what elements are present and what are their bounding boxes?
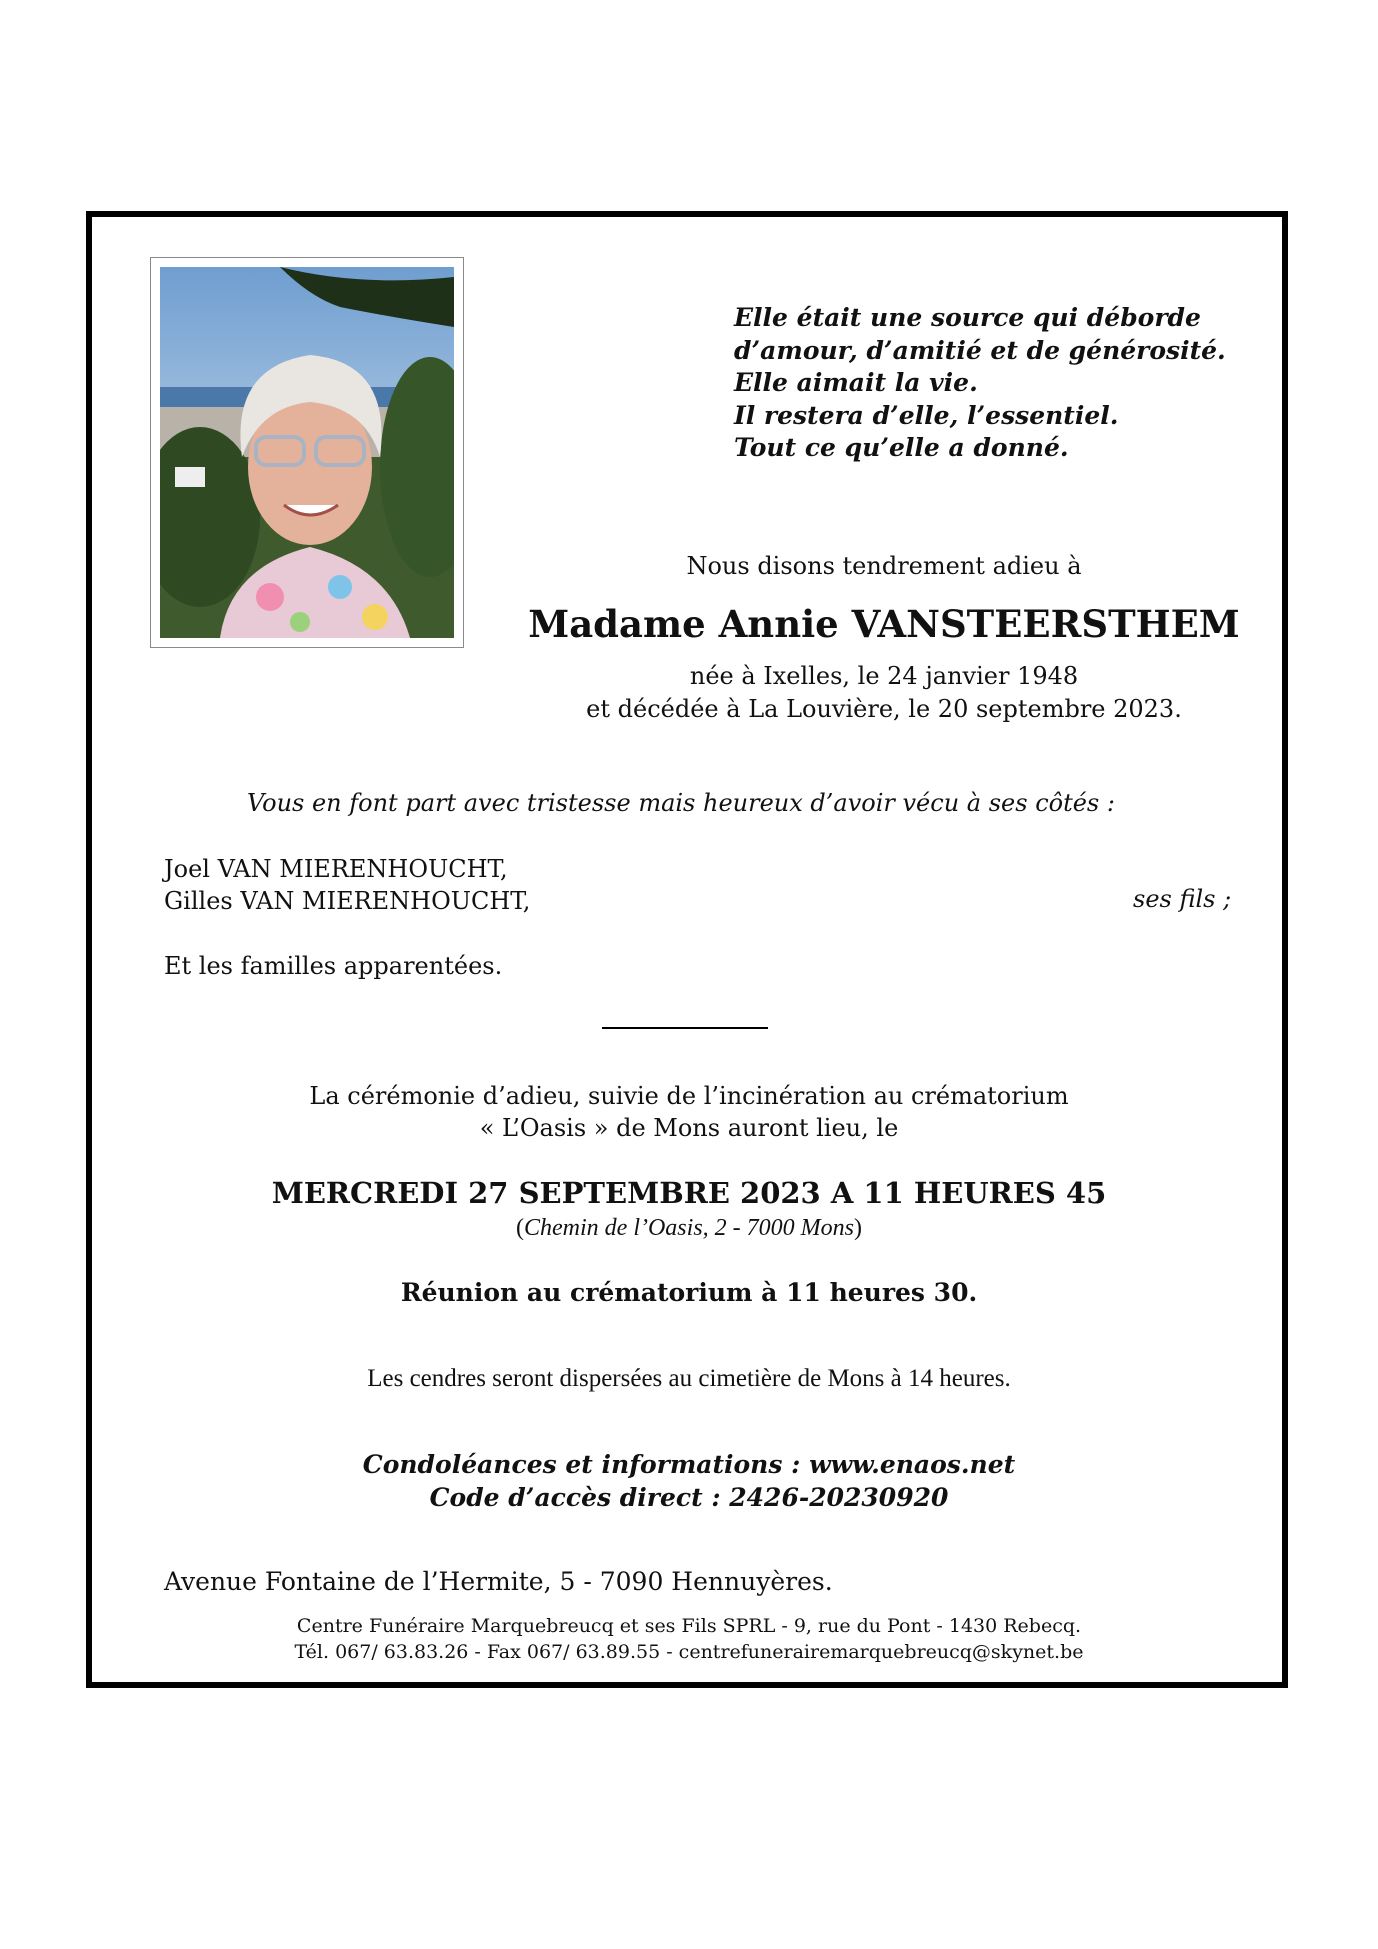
birth-line: née à Ixelles, le 24 janvier 1948 <box>689 662 1079 690</box>
portrait-image <box>160 267 454 638</box>
condolences-info <box>0 1448 1378 1514</box>
portrait-photo <box>150 257 464 648</box>
ceremony-line: « L’Oasis » de Mons auront lieu, le <box>479 1114 899 1142</box>
poem-line: Elle aimait la vie. <box>734 368 978 397</box>
families-line: Et les familles apparentées. <box>164 952 503 980</box>
ashes-info: Les cendres seront dispersées au cimetière de Mons à 14 heures. <box>367 1365 1011 1392</box>
deceased-name: Madame Annie VANSTEERSTHEM <box>528 602 1240 646</box>
place-close-paren: ) <box>853 1215 862 1241</box>
announcement-text: Vous en font part avec tristesse mais heureux d’avoir vécu à ses côtés : <box>247 789 1115 817</box>
meeting-time: Réunion au crématorium à 11 heures 30. <box>400 1278 978 1307</box>
ceremony-place <box>0 1215 1378 1242</box>
ceremony-datetime: MERCREDI 27 SEPTEMBRE 2023 A 11 HEURES 45 <box>271 1176 1107 1210</box>
funeral-home-contact: Tél. 067/ 63.83.26 - Fax 067/ 63.89.55 - centrefunerairemarquebreucq@skynet.be <box>294 1641 1084 1663</box>
death-line: et décédée à La Louvière, le 20 septembre 2023. <box>586 695 1182 723</box>
son-name: Gilles VAN MIERENHOUCHT, <box>164 887 531 915</box>
farewell-intro: Nous disons tendrement adieu à <box>686 552 1082 580</box>
access-code: Code d’accès direct : 2426-20230920 <box>429 1483 949 1512</box>
poem-line: Tout ce qu’elle a donné. <box>734 433 1069 462</box>
ceremony-line: La cérémonie d’adieu, suivie de l’incinération au crématorium <box>309 1082 1069 1110</box>
sons-list <box>164 853 530 917</box>
place-address: Chemin de l’Oasis, 2 - 7000 Mons <box>524 1215 854 1241</box>
son-name: Joel VAN MIERENHOUCHT, <box>164 855 508 883</box>
sons-role-label: ses fils ; <box>1133 885 1232 913</box>
section-divider <box>602 1027 768 1029</box>
poem-line: Elle était une source qui déborde <box>734 303 1201 332</box>
place-open-paren: ( <box>516 1215 524 1241</box>
life-dates <box>195 660 1378 726</box>
home-address: Avenue Fontaine de l’Hermite, 5 - 7090 Hennuyères. <box>164 1567 833 1596</box>
poem-line: d’amour, d’amitié et de générosité. <box>734 335 1226 365</box>
poem-line: Il restera d’elle, l’essentiel. <box>734 400 1119 430</box>
funeral-home-address: Centre Funéraire Marquebreucq et ses Fils SPRL - 9, rue du Pont - 1430 Rebecq. <box>296 1615 1082 1637</box>
memorial-poem <box>734 302 1226 465</box>
condolences-website: Condoléances et informations : www.enaos.net <box>362 1450 1016 1479</box>
ceremony-description <box>0 1080 1378 1144</box>
funeral-home-footer <box>0 1613 1378 1665</box>
